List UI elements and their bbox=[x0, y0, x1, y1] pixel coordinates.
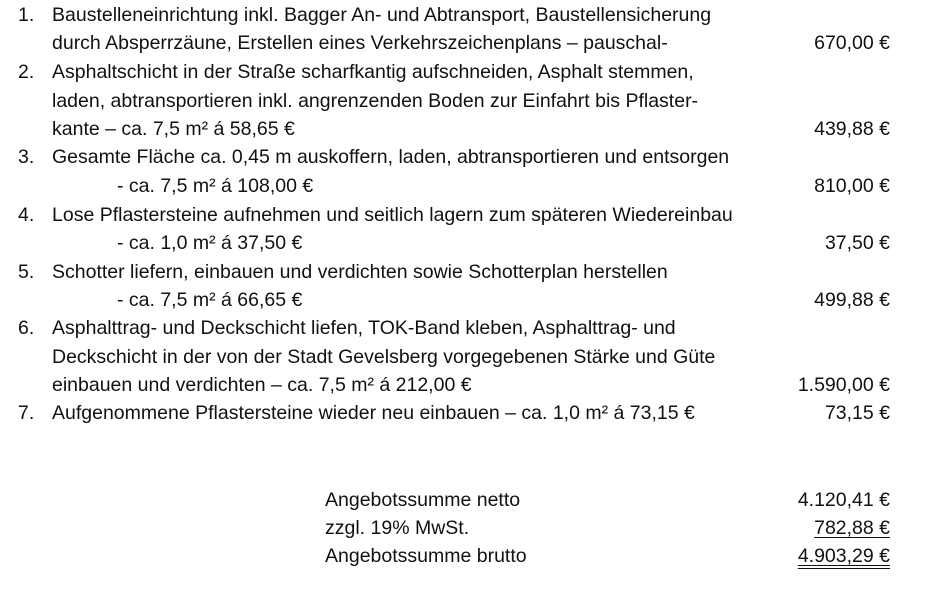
item-text-line: einbauen und verdichten – ca. 7,5 m² á 212,00 € bbox=[52, 374, 472, 396]
net-total-amount: 4.120,41 € bbox=[797, 489, 890, 511]
item-text-line: Asphalttrag- und Deckschicht liefen, TOK-Band kleben, Asphalttrag- und bbox=[52, 317, 676, 339]
item-text-line: laden, abtransportieren inkl. angrenzenden Boden zur Einfahrt bis Pflaster- bbox=[52, 90, 699, 112]
item-amount: 439,88 € bbox=[814, 118, 890, 140]
item-text-line: - ca. 7,5 m² á 66,65 € bbox=[117, 289, 303, 311]
vat-amount: 782,88 € bbox=[814, 517, 890, 539]
item-number: 2. bbox=[18, 61, 35, 83]
item-amount: 1.590,00 € bbox=[797, 374, 890, 396]
item-text-line: Lose Pflastersteine aufnehmen und seitlich lagern zum späteren Wiedereinbau bbox=[52, 204, 733, 226]
gross-total-label: Angebotssumme brutto bbox=[325, 545, 527, 567]
item-number: 1. bbox=[18, 4, 35, 26]
gross-total-amount: 4.903,29 € bbox=[797, 545, 890, 567]
item-number: 4. bbox=[18, 204, 35, 226]
item-text-line: - ca. 1,0 m² á 37,50 € bbox=[117, 232, 303, 254]
item-amount: 37,50 € bbox=[824, 232, 890, 254]
item-number: 6. bbox=[18, 317, 35, 339]
vat-label: zzgl. 19% MwSt. bbox=[325, 517, 470, 539]
item-text-line: kante – ca. 7,5 m² á 58,65 € bbox=[52, 118, 295, 140]
item-text-line: Baustelleneinrichtung inkl. Bagger An- und Abtransport, Baustellensicherung bbox=[52, 4, 712, 26]
item-amount: 73,15 € bbox=[824, 402, 890, 424]
item-text-line: Aufgenommene Pflastersteine wieder neu einbauen – ca. 1,0 m² á 73,15 € bbox=[52, 402, 695, 424]
net-total-label: Angebotssumme netto bbox=[325, 489, 521, 511]
item-number: 3. bbox=[18, 146, 35, 168]
item-text-line: - ca. 7,5 m² á 108,00 € bbox=[117, 175, 314, 197]
item-text-line: Deckschicht in der von der Stadt Gevelsberg vorgegebenen Stärke und Güte bbox=[52, 346, 716, 368]
item-text-line: Schotter liefern, einbauen und verdichten sowie Schotterplan herstellen bbox=[52, 261, 668, 283]
item-amount: 810,00 € bbox=[814, 175, 890, 197]
item-amount: 499,88 € bbox=[814, 289, 890, 311]
item-number: 7. bbox=[18, 402, 35, 424]
item-text-line: Gesamte Fläche ca. 0,45 m auskoffern, laden, abtransportieren und entsorgen bbox=[52, 146, 730, 168]
item-text-line: durch Absperrzäune, Erstellen eines Verkehrszeichenplans – pauschal- bbox=[52, 32, 668, 54]
item-amount: 670,00 € bbox=[814, 32, 890, 54]
item-number: 5. bbox=[18, 261, 35, 283]
item-text-line: Asphaltschicht in der Straße scharfkantig aufschneiden, Asphalt stemmen, bbox=[52, 61, 694, 83]
